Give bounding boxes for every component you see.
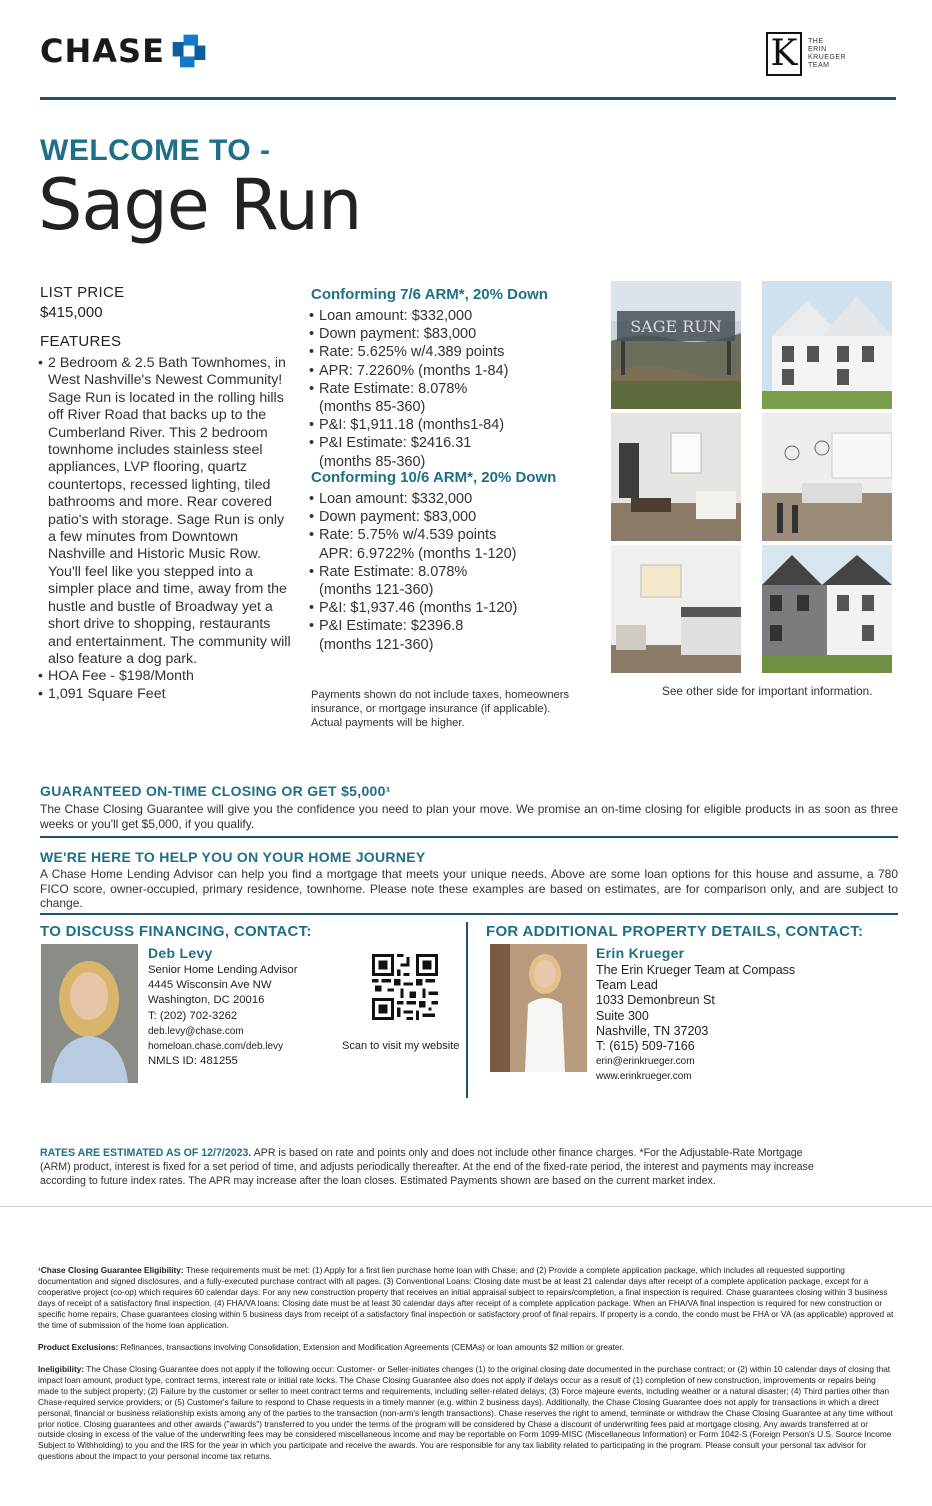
contact-address-line: Nashville, TN 37203 xyxy=(596,1023,709,1038)
eligibility-fine-print xyxy=(38,1265,896,1330)
property-contact-heading: FOR ADDITIONAL PROPERTY DETAILS, CONTACT: xyxy=(486,923,864,940)
loan-detail: • Down payment: $83,000 xyxy=(309,508,579,526)
erin-krueger-contact xyxy=(596,944,836,1085)
guarantee-heading: GUARANTEED ON-TIME CLOSING OR GET $5,000¹ xyxy=(40,783,391,799)
rates-disclaimer-body: APR is based on rate and points only and does not include other finance charges. *For the Adjustable-Rate Mortgage (ARM) product, interest is fixed for a set period of time, and adjusts periodically thereafter. At the end of the fixed-rate period, the interest and payments may increase according to future index rates. The APR may increase after the loan closes. Estimated Payments shown are based on the current market index. xyxy=(40,1147,814,1187)
fine-print-text: These requirements must be met: (1) Apply for a first lien purchase home loan with Chase; and (2) Provide a complete application package, which includes all requested supporting documentation and signed disclosures, and a fully-executed purchase contract with all pages. (3) Conventional Loans: Closing date must be at least 21 calendar days after receipt of a complete application package, except for a cooperative project (co-op) which requires 60 calendar days. For any new construction property that receives an initial appraisal subject to repairs/completion, a final inspection is required. Chase guarantees closing within 3 business days of receipt of a satisfactory final inspection. (4) FHA/VA loans: Closing date must be at least 30 calendar days after receipt of a complete application package. When an FHA/VA final inspection is required for new construction or specific home repairs, Chase guarantees closing within 5 business days from receipt of a satisfactory final inspection or satisfactory proof of final repairs. If property is a condo, the condo must be FHA or VA (as applicable) approved at the time of submission of the home loan application. xyxy=(38,1265,894,1330)
kitchen-photo xyxy=(762,413,892,541)
payments-disclaimer: Payments shown do not include taxes, homeowners insurance, or mortgage insurance (if applicable). Actual payments will be higher. xyxy=(311,689,570,729)
team-logo-line: KRUEGER xyxy=(808,54,847,61)
loan-option-2-heading: Conforming 10/6 ARM*, 20% Down xyxy=(311,469,557,486)
contact-line: Team Lead xyxy=(596,978,658,993)
contact-name: Erin Krueger xyxy=(596,945,685,961)
list-price-value: $415,000 xyxy=(40,304,103,321)
features-list xyxy=(38,355,294,703)
deb-levy-avatar xyxy=(41,944,138,1083)
rates-disclaimer xyxy=(40,1146,820,1188)
feature-item: • HOA Fee - $198/Month xyxy=(38,668,294,685)
loan-detail: • Loan amount: $332,000 xyxy=(309,307,579,325)
loan-option-1-list xyxy=(309,307,579,471)
loan-detail-continued: (months 121-360) xyxy=(319,582,434,599)
loan-detail-continued: (months 121-360) xyxy=(319,636,434,653)
fine-print-text: The Chase Closing Guarantee does not apply if the following occur: Customer- or Seller-initiates changes (1) to the original closing date documented in the purchase contract; or (2) within 10 calendar days of closing that impact loan amount, product type, contract terms, interest rate or initial rate locks. The Chase Closing Guarantee also does not apply if delays occur as a result of (1) completion of new construction, improvements or repairs being made to the subject property; (2) Failure by the customer or seller to meet contract terms and requirements, including seller-related delays; (3) Force majeure events, including weather or a natural disaster; (4) Third parties other than Chase-required service providers; or (5) Customer's failure to respond to Chase requests in a timely manner (e.g. within 2 business days). Additionally, the Chase Closing Guarantee does not apply for transactions in which a direct personal, financial or business relationship exists among any of the parties to the transaction (non-arm's length transactions). Chase reserves the right to amend, terminate or withdraw the Chase Closing Guarantee at any time without prior notice. Closing guarantees and other awards ("awards") transferred to you under the terms of the program will be considered by Chase a discount of underwriting fees paid at mortgage closing. Any awards transferred at or outside closing in excess of the value of the underwriting fees may be considered miscellaneous income and may be reportable on Form 1099-MISC (Miscellaneous Information) or Form 1042-S (Foreign Person's U.S. Source Income Subject to Withholding) to you and the IRS for the year in which you participate and receive the awards. You are responsible for any tax liability related to participating in the program. Please consult your personal tax advisor for questions about the impact to your personal income tax returns. xyxy=(38,1364,893,1462)
fine-print-text: Refinances, transactions involving Consolidation, Extension and Modification Agreements (CEMAs) or loan amounts $2 million or greater. xyxy=(118,1342,625,1352)
fine-print-divider xyxy=(0,1206,932,1207)
loan-detail: • P&I: $1,937.46 (months 1-120) xyxy=(309,599,579,617)
loan-detail: • Rate: 5.625% w/4.389 points xyxy=(309,343,579,361)
contact-name: Deb Levy xyxy=(148,945,213,961)
guarantee-body: The Chase Closing Guarantee will give you the confidence you need to plan your move. We promise an on-time closing for eligible products in as soon as three weeks or you'll get $5,000, if you qualify. xyxy=(40,802,898,831)
loan-detail: • Rate Estimate: 8.078% xyxy=(309,563,579,581)
erin-krueger-avatar xyxy=(490,944,587,1072)
fine-print-label: Product Exclusions: xyxy=(38,1342,119,1352)
loan-detail: • P&I: $1,911.18 (months1-84) xyxy=(309,416,579,434)
rates-disclaimer-lead: RATES ARE ESTIMATED AS OF 12/7/2023. xyxy=(40,1147,252,1159)
fine-print-label: ¹Chase Closing Guarantee Eligibility: xyxy=(38,1265,184,1275)
loan-detail-continued: APR: 6.9722% (months 1-120) xyxy=(319,545,517,562)
contact-website[interactable]: www.erinkrueger.com xyxy=(596,1071,692,1083)
team-logo-k: K xyxy=(766,32,802,76)
section-divider xyxy=(40,836,898,838)
team-logo-line: ERIN xyxy=(808,46,827,53)
sign-text: SAGE RUN xyxy=(630,317,722,336)
chase-logo xyxy=(40,32,207,70)
bedroom-photo xyxy=(611,545,741,673)
contact-nmls: NMLS ID: 481255 xyxy=(148,1055,238,1068)
loan-detail: • Rate: 5.75% w/4.539 points xyxy=(309,526,579,544)
loan-detail: • Loan amount: $332,000 xyxy=(309,490,579,508)
contact-title: Senior Home Lending Advisor xyxy=(148,964,298,976)
feature-item: • 1,091 Square Feet xyxy=(38,686,294,703)
contact-email[interactable]: deb.levy@chase.com xyxy=(148,1025,244,1037)
loan-detail: • Down payment: $83,000 xyxy=(309,325,579,343)
chase-octagon-icon xyxy=(171,33,207,69)
townhome-exterior-photo xyxy=(762,281,892,409)
ineligibility-fine-print xyxy=(38,1364,896,1462)
team-logo-name xyxy=(808,38,846,70)
loan-detail-continued: (months 85-360) xyxy=(319,399,426,416)
townhome-row-photo xyxy=(762,545,892,673)
contact-email[interactable]: erin@erinkrueger.com xyxy=(596,1056,695,1068)
contact-line: The Erin Krueger Team at Compass xyxy=(596,963,796,977)
living-room-photo xyxy=(611,413,741,541)
feature-item: • 2 Bedroom & 2.5 Bath Townhomes, in West Nashville's Newest Community! Sage Run is located in the rolling hills off River Road that backs up to the Cumberland River. This 2 bedroom townhome includes stainless steel appliances, LVP flooring, quartz countertops, recessed lighting, tiled bathrooms and more. Rear covered patio's with storage. Sage Run is only a few minutes from Downtown Nashville and Historic Music Row. You'll feel like you stepped into a simpler place and time, away from the hustle and bustle of Broadway yet a short drive to shopping, restaurants and entertainment. The community will also feature a dog park. xyxy=(38,355,294,668)
help-body: A Chase Home Lending Advisor can help you find a mortgage that meets your unique needs. Above are some loan options for this house and assume, a 780 FICO score, owner-occupied, primary residence, townhome. Please note these examples are based on estimates, are for comparison only, and are subject to change. xyxy=(40,867,898,910)
help-heading: WE'RE HERE TO HELP YOU ON YOUR HOME JOURNEY xyxy=(40,849,426,865)
loan-detail-continued: (months 85-360) xyxy=(319,453,426,470)
contact-phone: T: (202) 702-3262 xyxy=(148,1009,238,1022)
exclusions-fine-print xyxy=(38,1342,896,1353)
team-logo-line: THE xyxy=(808,38,824,45)
contact-phone: T: (615) 509-7166 xyxy=(596,1039,695,1054)
loan-detail: • APR: 7.2260% (months 1-84) xyxy=(309,362,579,380)
features-label: FEATURES xyxy=(40,333,122,350)
contact-address-line: Washington, DC 20016 xyxy=(148,994,265,1007)
qr-caption: Scan to visit my website xyxy=(342,1040,460,1052)
chase-wordmark: CHASE xyxy=(40,32,165,70)
contact-address-line: 1033 Demonbreun St xyxy=(596,993,715,1008)
finance-contact-heading: TO DISCUSS FINANCING, CONTACT: xyxy=(40,923,312,940)
fine-print-label: Ineligibility: xyxy=(38,1364,85,1374)
team-logo-line: TEAM xyxy=(808,62,830,69)
contact-address-line: 4445 Wisconsin Ave NW xyxy=(148,979,272,992)
header-divider xyxy=(40,97,896,100)
contact-divider xyxy=(466,922,468,1098)
list-price-label: LIST PRICE xyxy=(40,284,125,301)
page-title: Sage Run xyxy=(38,164,362,246)
loan-detail: • Rate Estimate: 8.078% xyxy=(309,380,579,398)
deb-levy-contact xyxy=(148,944,348,1069)
contact-website[interactable]: homeloan.chase.com/deb.levy xyxy=(148,1041,284,1053)
qr-code[interactable] xyxy=(372,954,438,1020)
section-divider xyxy=(40,913,898,915)
contact-address-line: Suite 300 xyxy=(596,1008,649,1023)
loan-detail: • P&I Estimate: $2396.8 xyxy=(309,617,579,635)
community-sign-photo xyxy=(611,281,741,409)
see-other-side-note: See other side for important information. xyxy=(662,684,873,698)
team-logo xyxy=(766,32,846,76)
loan-detail: • P&I Estimate: $2416.31 xyxy=(309,434,579,452)
welcome-heading: WELCOME TO - xyxy=(40,134,271,167)
loan-option-1-heading: Conforming 7/6 ARM*, 20% Down xyxy=(311,286,548,303)
loan-option-2-list xyxy=(309,490,579,654)
